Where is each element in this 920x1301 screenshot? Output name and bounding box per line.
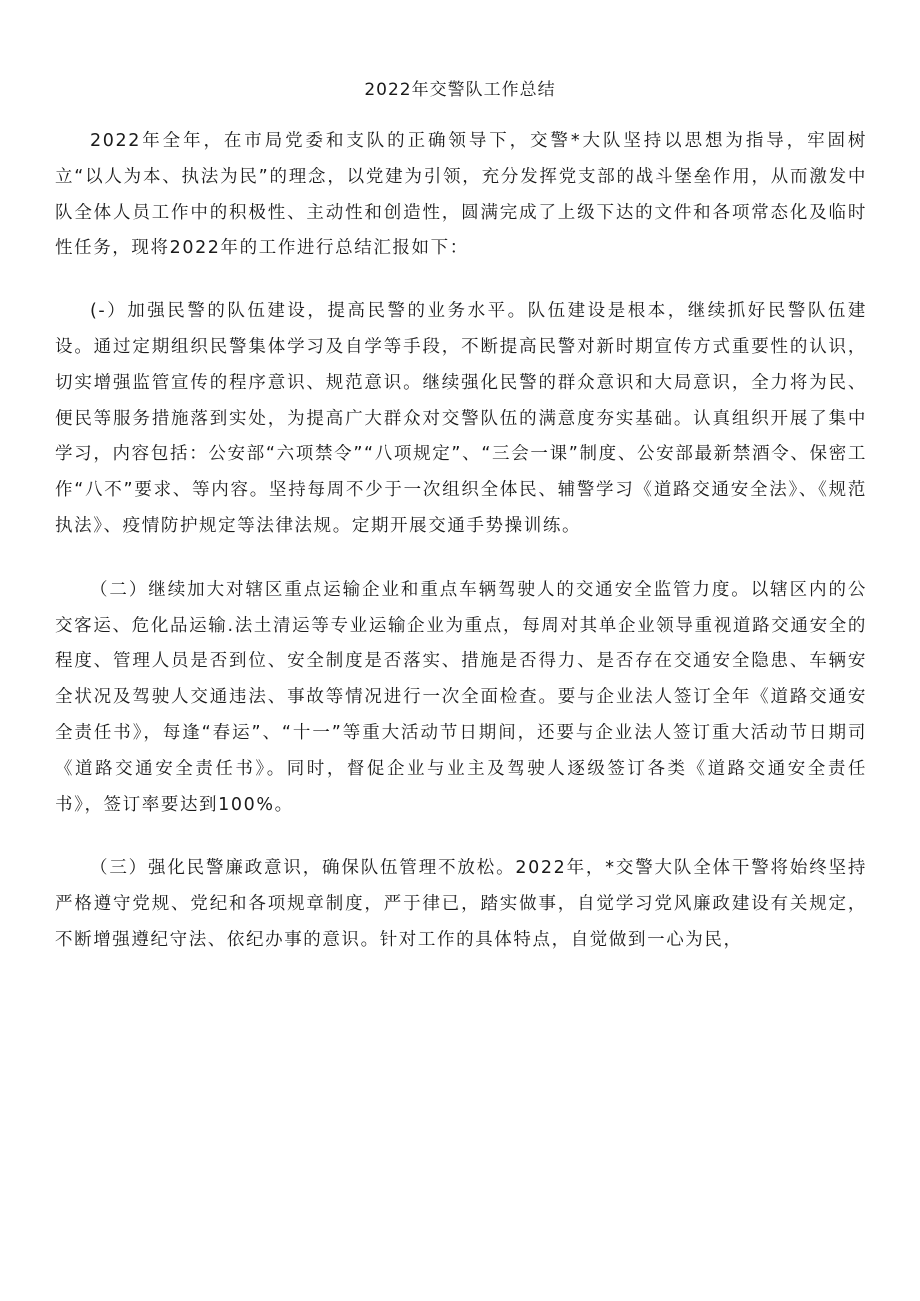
paragraph-section-2: （二）继续加大对辖区重点运输企业和重点车辆驾驶人的交通安全监管力度。以辖区内的公交客运、危化品运输.法土清运等专业运输企业为重点，每周对其单企业领导重视道路交通安全的程度、管理人员是否到位、安全制度是否落实、措施是否得力、是否存在交通安全隐患、车辆安全状况及驾驶人交通违法、事故等情况进行一次全面检查。要与企业法人签订全年《道路交通安全责任书》，每逢“春运”、“十一”等重大活动节日期间，还要与企业法人签订重大活动节日期司《道路交通安全责任书》。同时，督促企业与业主及驾驶人逐级签订各类《道路交通安全责任书》，签订率要达到100%。 <box>55 579 867 815</box>
document-title: 2022年交警队工作总结 <box>364 80 556 100</box>
paragraph-intro: 2022年全年，在市局党委和支队的正确领导下，交警*大队坚持以思想为指导，牢固树立“以人为本、执法为民”的理念，以党建为引领，充分发挥党支部的战斗堡垒作用，从而激发中队全体人员工作中的积极性、主动性和创造性，圆满完成了上级下达的文件和各项常态化及临时性任务，现将2022年的工作进行总结汇报如下： <box>55 131 867 259</box>
document-body <box>55 124 867 959</box>
paragraph-section-1: (-）加强民警的队伍建设，提高民警的业务水平。队伍建设是根本，继续抓好民警队伍建设。通过定期组织民警集体学习及自学等手段，不断提高民警对新时期宣传方式重要性的认识，切实增强监管宣传的程序意识、规范意识。继续强化民警的群众意识和大局意识，全力将为民、便民等服务措施落到实处，为提高广大群众对交警队伍的满意度夯实基础。认真组织开展了集中学习，内容包括：公安部“六项禁令”“八项规定”、“三会一课”制度、公安部最新禁酒令、保密工作“八不”要求、等内容。坚持每周不少于一次组织全体民、辅警学习《道路交通安全法》、《规范执法》、疫情防护规定等法律法规。定期开展交通手势操训练。 <box>55 301 867 536</box>
paragraph-section-3: （三）强化民警廉政意识，确保队伍管理不放松。2022年，*交警大队全体干警将始终坚持严格遵守党规、党纪和各项规章制度，严于律已，踏实做事，自觉学习党风廉政建设有关规定，不断增强遵纪守法、依纪办事的意识。针对工作的具体特点，自觉做到一心为民， <box>55 858 867 950</box>
